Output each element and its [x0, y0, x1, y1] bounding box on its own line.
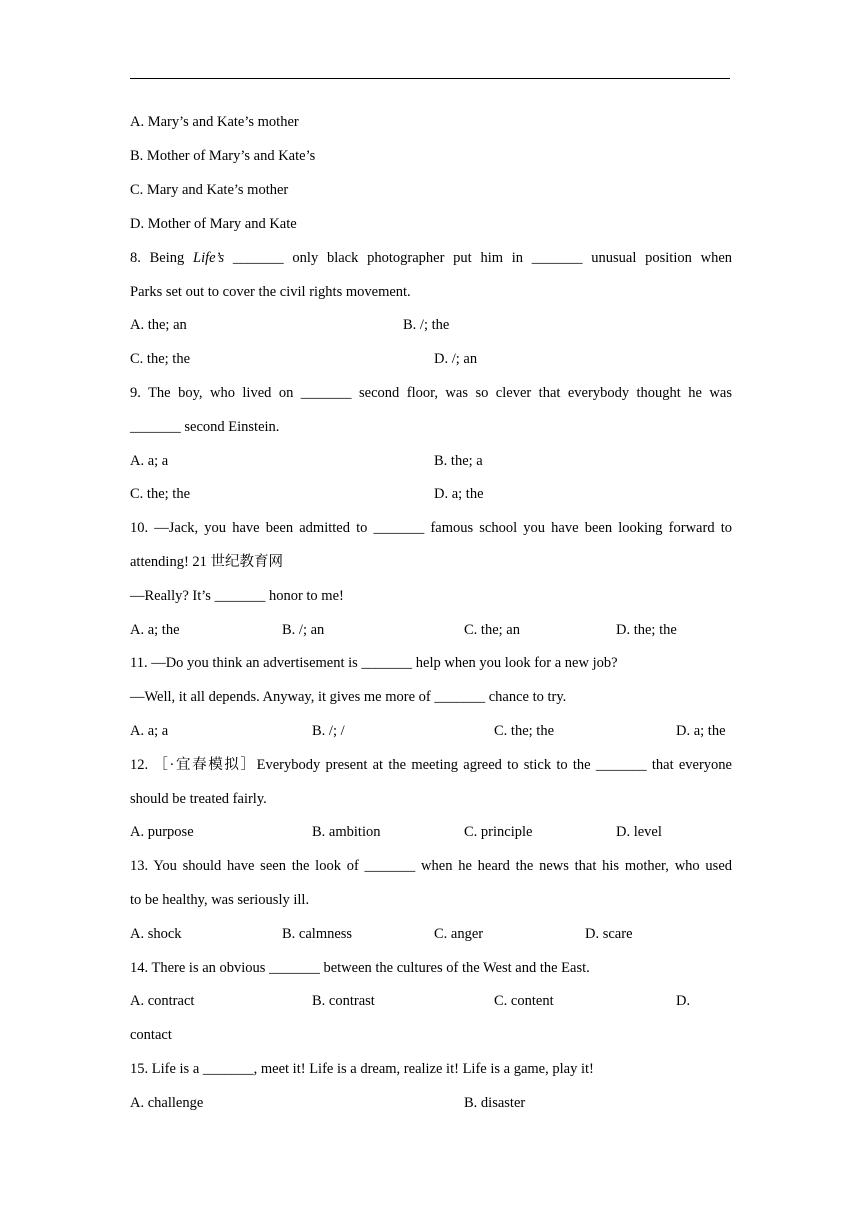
q8-option-c: C. the; the [130, 351, 191, 367]
q9-options-row1 [130, 451, 732, 471]
q10-stem-line1: 10. —Jack, you have been admitted to _______ famous school you have been looking forward to [130, 520, 732, 536]
q8-option-b: B. /; the [403, 317, 450, 333]
q7-option-a: A. Mary’s and Kate’s mother [130, 114, 299, 130]
q11-stem-line2: —Well, it all depends. Anyway, it gives me more of _______ chance to try. [130, 689, 567, 705]
q11-option-a: A. a; a [130, 723, 169, 739]
q9-options-row2 [130, 484, 732, 504]
q15-stem-line1: 15. Life is a _______, meet it! Life is a dream, realize it! Life is a game, play it! [130, 1061, 594, 1077]
q14-options-row [130, 991, 732, 1011]
q13-stem-line2: to be healthy, was seriously ill. [130, 892, 310, 908]
q14-option-c: C. content [494, 993, 554, 1009]
q11-option-d: D. a; the [676, 723, 726, 739]
q12-option-c: C. principle [464, 824, 533, 840]
q13-option-b: B. calmness [282, 926, 353, 942]
q13-option-c: C. anger [434, 926, 484, 942]
q8-option-d: D. /; an [434, 351, 478, 367]
q14-option-d-continued: contact [130, 1027, 172, 1043]
q11-stem-line1: 11. —Do you think an advertisement is _______ help when you look for a new job? [130, 655, 618, 671]
q10-option-b: B. /; an [282, 622, 325, 638]
q10-stem-line3: —Really? It’s _______ honor to me! [130, 588, 344, 604]
q13-stem-line1: 13. You should have seen the look of _______ when he heard the news that his mother, who used [130, 858, 732, 874]
q10-option-a: A. a; the [130, 622, 180, 638]
q12-option-d: D. level [616, 824, 662, 840]
q10-option-c: C. the; an [464, 622, 520, 638]
q12-stem-line1: 12. ［·宜春模拟］Everybody present at the meeting agreed to stick to the _______ that everyone [130, 757, 732, 773]
q9-stem-line2: _______ second Einstein. [130, 419, 280, 435]
q13-option-d: D. scare [585, 926, 633, 942]
q8-stem-line1: 8. Being Life’s _______ only black photographer put him in _______ unusual position when [130, 250, 733, 266]
q13-option-a: A. shock [130, 926, 182, 942]
q7-option-c: C. Mary and Kate’s mother [130, 182, 289, 198]
q11-option-b: B. /; / [312, 723, 345, 739]
q14-stem-line1: 14. There is an obvious _______ between the cultures of the West and the East. [130, 960, 590, 976]
q15-option-a: A. challenge [130, 1095, 204, 1111]
q9-option-c: C. the; the [130, 486, 191, 502]
q8-options-row1 [130, 315, 732, 335]
q11-options-row [130, 721, 732, 741]
q9-option-a: A. a; a [130, 453, 169, 469]
q8-options-row2 [130, 349, 732, 369]
q8-stem-line2: Parks set out to cover the civil rights movement. [130, 284, 411, 300]
q9-stem-line1: 9. The boy, who lived on _______ second floor, was so clever that everybody thought he was [130, 385, 732, 401]
q14-option-a: A. contract [130, 993, 195, 1009]
q12-stem-line2: should be treated fairly. [130, 791, 267, 807]
q7-option-b: B. Mother of Mary’s and Kate’s [130, 148, 316, 164]
q8-option-a: A. the; an [130, 317, 187, 333]
q12-options-row [130, 822, 732, 842]
q12-option-a: A. purpose [130, 824, 194, 840]
header-rule [130, 78, 730, 79]
q15-option-b: B. disaster [464, 1095, 526, 1111]
q7-option-d: D. Mother of Mary and Kate [130, 216, 297, 232]
q10-stem-line2: attending! 21 世纪教育网 [130, 554, 284, 570]
q10-options-row [130, 620, 732, 640]
q9-option-b: B. the; a [434, 453, 483, 469]
q15-options-row [130, 1093, 732, 1113]
q14-option-b: B. contrast [312, 993, 375, 1009]
q13-options-row [130, 924, 732, 944]
q10-option-d: D. the; the [616, 622, 677, 638]
q12-option-b: B. ambition [312, 824, 381, 840]
q11-option-c: C. the; the [494, 723, 555, 739]
q14-option-d: D. [676, 993, 691, 1009]
q9-option-d: D. a; the [434, 486, 484, 502]
